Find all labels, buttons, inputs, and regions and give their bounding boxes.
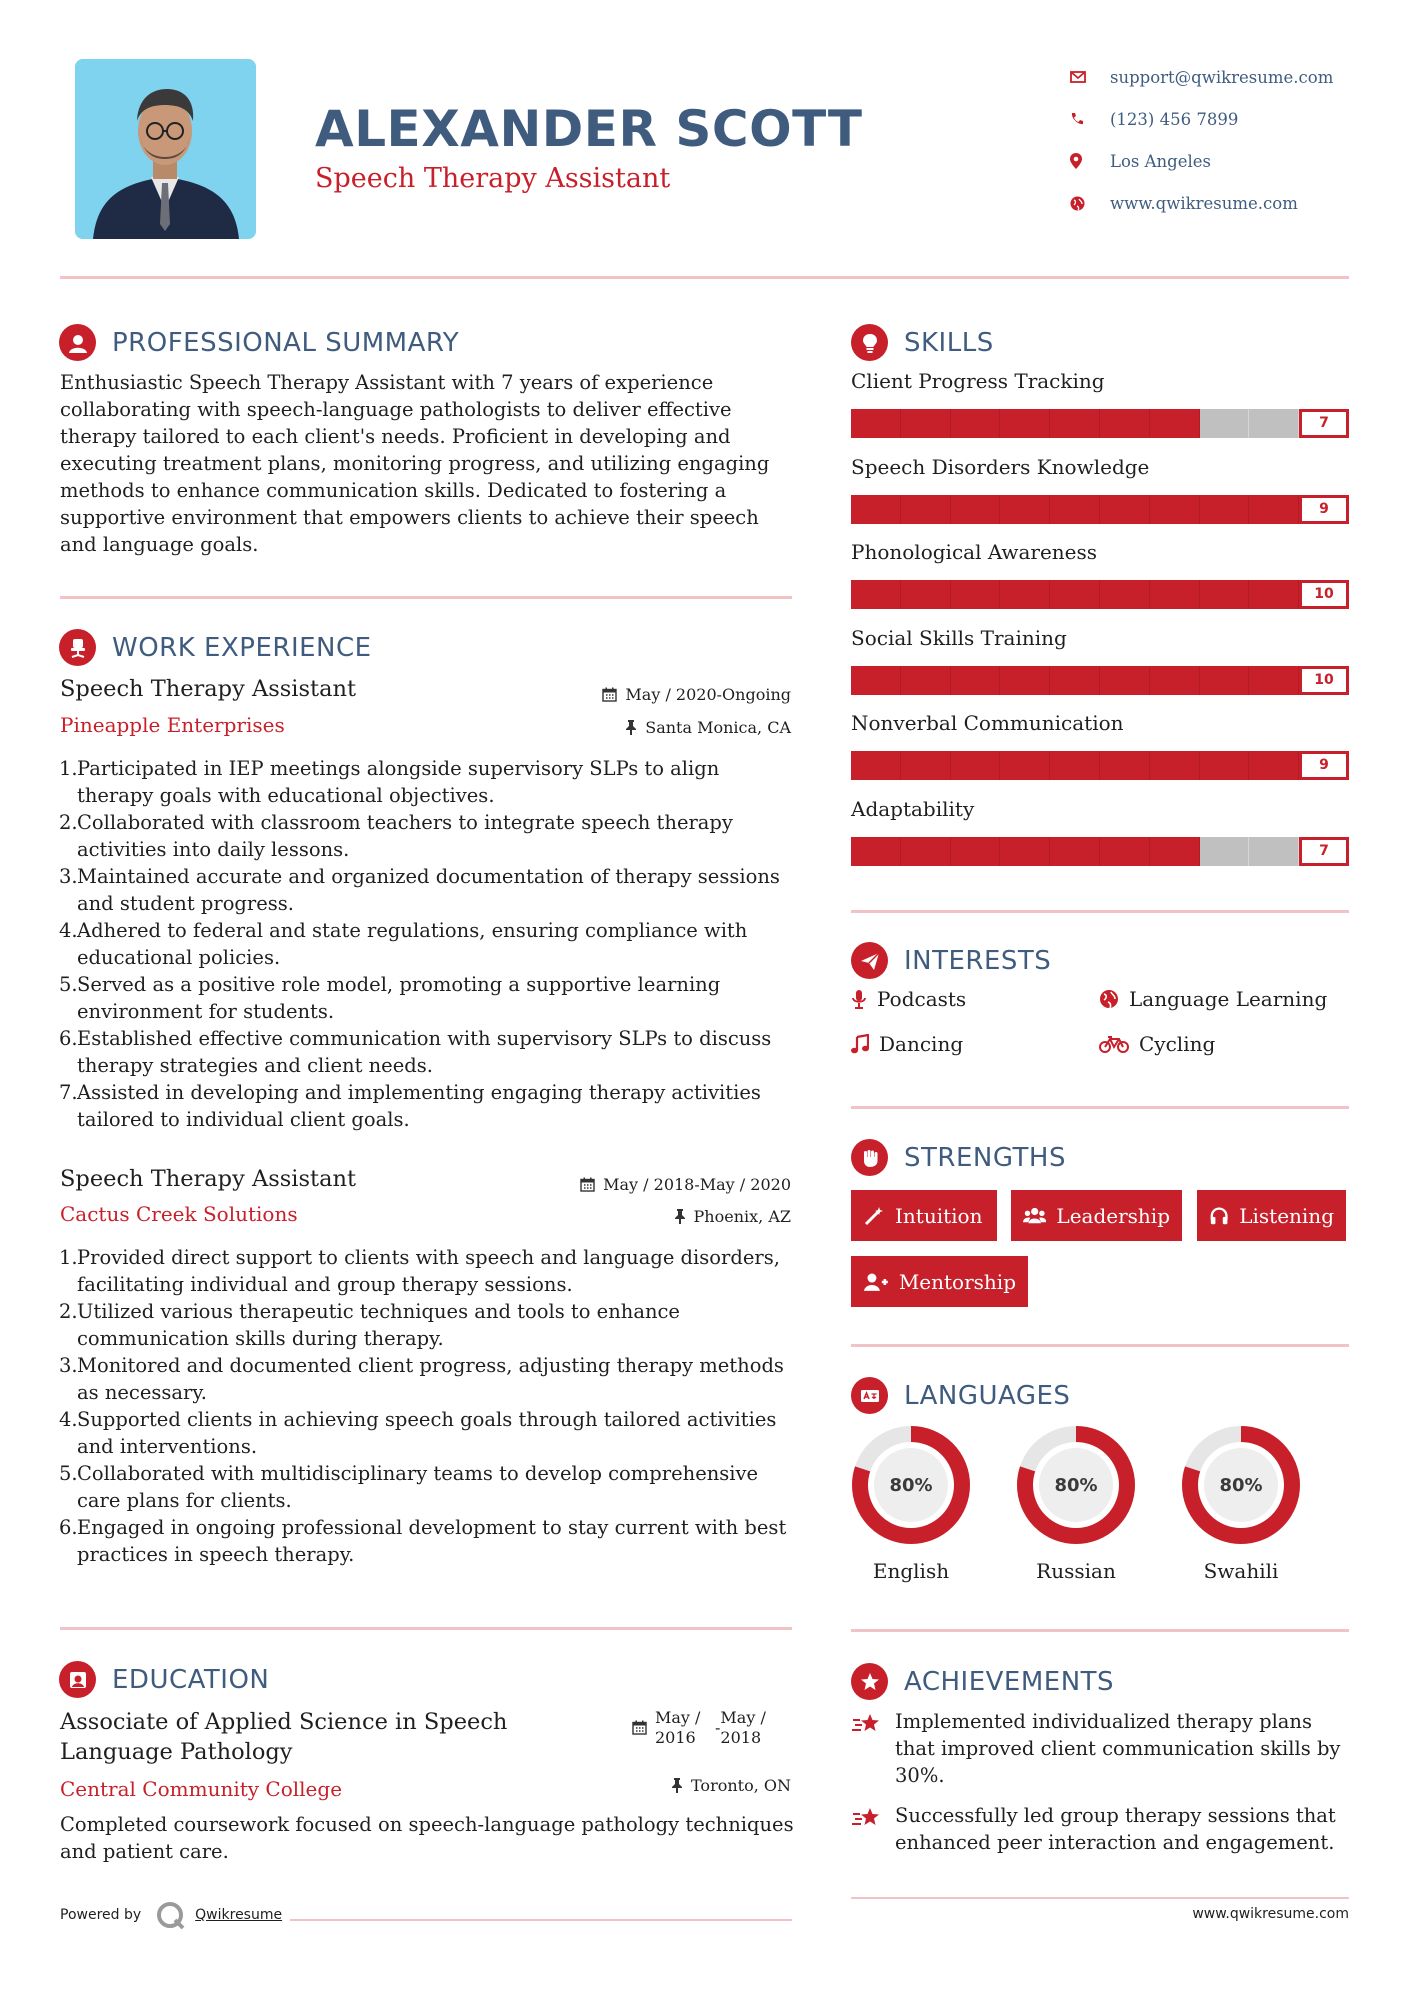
language-name: Russian	[1036, 1559, 1116, 1583]
skill-segment-filled	[851, 409, 901, 438]
skills-divider	[851, 910, 1349, 913]
contact-location-text: Los Angeles	[1110, 151, 1211, 171]
star-badge-icon	[851, 1663, 888, 1700]
skill-bar	[851, 837, 1349, 866]
skill-segment-filled	[1000, 666, 1050, 695]
strengths-heading	[851, 1139, 1066, 1176]
skill-segment-empty	[1249, 837, 1299, 866]
skill-label: Phonological Awareness	[851, 540, 1098, 564]
strength-tag-leadership	[1011, 1190, 1182, 1241]
interest-label: Cycling	[1139, 1032, 1216, 1056]
list-item: 5. Collaborated with multidisciplinary teams to develop comprehensive care plans for clients.	[59, 1462, 759, 1512]
skill-segment-filled	[851, 751, 901, 780]
interests-title: INTERESTS	[904, 945, 1052, 976]
job-1-date-text: May / 2020-Ongoing	[625, 685, 791, 704]
skill-item	[851, 455, 1349, 524]
skill-segment-filled	[1100, 409, 1150, 438]
education-heading	[59, 1661, 269, 1698]
skill-segment-filled	[851, 837, 901, 866]
job-2-location	[674, 1207, 791, 1226]
qwikresume-logo-icon	[155, 1900, 189, 1930]
achievement-item	[851, 1802, 1351, 1856]
skill-segment-filled	[1050, 837, 1100, 866]
skill-segment-filled	[851, 580, 901, 609]
language-icon	[851, 1377, 888, 1414]
work-title: WORK EXPERIENCE	[112, 632, 372, 663]
shooting-star-icon	[851, 1710, 883, 1738]
skill-segment-filled	[1000, 751, 1050, 780]
pushpin-icon	[674, 1209, 686, 1224]
calendar-icon	[632, 1720, 647, 1735]
skill-item	[851, 711, 1349, 780]
footer-website-link[interactable]: www.qwikresume.com	[1192, 1906, 1349, 1922]
skill-segment-filled	[1249, 495, 1299, 524]
pushpin-icon	[671, 1778, 683, 1793]
list-item: 7. Assisted in developing and implementing engaging therapy activities tailored to individual client goals.	[59, 1081, 761, 1131]
list-item: 6. Engaged in ongoing professional development to stay current with best practices in speech therapy.	[59, 1516, 787, 1566]
shooting-star-icon	[851, 1804, 883, 1832]
skill-segment-filled	[1200, 666, 1250, 695]
list-item: 1. Participated in IEP meetings alongside supervisory SLPs to align therapy goals with educational objectives.	[59, 757, 720, 807]
list-item: 5. Served as a positive role model, promoting a supportive learning environment for students.	[59, 973, 721, 1023]
interest-language-learning	[1099, 987, 1327, 1011]
envelope-icon	[1070, 71, 1110, 83]
user-plus-icon	[863, 1271, 889, 1293]
skill-segment-filled	[951, 751, 1001, 780]
education-date	[632, 1708, 774, 1748]
work-heading	[59, 629, 372, 666]
summary-title: PROFESSIONAL SUMMARY	[112, 327, 460, 358]
contact-email-text: support@qwikresume.com	[1110, 67, 1334, 87]
calendar-icon	[602, 687, 617, 702]
education-degree: Associate of Applied Science in Speech Language Pathology	[60, 1709, 508, 1765]
skill-item	[851, 369, 1349, 438]
skill-bar	[851, 580, 1349, 609]
skill-segment-empty	[1249, 409, 1299, 438]
interest-dancing	[851, 1032, 963, 1056]
office-chair-icon	[59, 629, 96, 666]
skill-segment-filled	[1050, 495, 1100, 524]
language-russian	[1014, 1423, 1138, 1583]
skill-segment-filled	[1150, 751, 1200, 780]
user-icon	[59, 324, 96, 361]
globe-icon	[1099, 989, 1119, 1009]
headphones-icon	[1209, 1205, 1229, 1227]
profile-photo	[75, 59, 256, 239]
contact-list	[1070, 56, 1333, 224]
skill-segment-filled	[1000, 580, 1050, 609]
skill-segment-empty	[1200, 837, 1250, 866]
skills-title: SKILLS	[904, 327, 994, 358]
skill-segment-filled	[1000, 837, 1050, 866]
list-item: 1. Provided direct support to clients with speech and language disorders, facilitating individual and group therapy sessions.	[59, 1246, 780, 1296]
skill-segment-filled	[1150, 666, 1200, 695]
summary-divider	[60, 596, 792, 599]
job-1-location	[625, 718, 791, 737]
language-ring	[1014, 1423, 1138, 1547]
job-2-company: Cactus Creek Solutions	[60, 1202, 298, 1226]
list-item: 2. Utilized various therapeutic techniques and tools to enhance communication skills during therapy.	[59, 1300, 680, 1350]
achievement-text: Successfully led group therapy sessions that enhanced peer interaction and engagement.	[895, 1804, 1336, 1854]
skill-segment-filled	[851, 495, 901, 524]
skill-label: Nonverbal Communication	[851, 711, 1124, 735]
strengths-divider	[851, 1344, 1349, 1347]
language-name: English	[872, 1559, 950, 1583]
interest-cycling	[1099, 1032, 1215, 1056]
globe-icon	[1070, 196, 1110, 211]
job-2-location-text: Phoenix, AZ	[693, 1207, 791, 1226]
calendar-icon	[580, 1177, 595, 1192]
language-name: Swahili	[1203, 1559, 1279, 1583]
strength-label: Mentorship	[898, 1269, 1016, 1294]
job-1-title: Speech Therapy Assistant	[60, 676, 357, 702]
summary-text: Enthusiastic Speech Therapy Assistant with 7 years of experience collaborating with speech-language pathologists to deliver effective therapy tailored to each client's needs. Proficient in developing and executing treatment plans, monitoring progress, and utilizing engaging methods to enhance communication skills. Dedicated to fostering a supportive environment that empowers clients to achieve their speech and language goals.	[60, 371, 770, 556]
skill-segment-empty	[1200, 409, 1250, 438]
strength-label: Listening	[1239, 1203, 1334, 1228]
skill-segment-filled	[1050, 409, 1100, 438]
job-2-bullets	[59, 1244, 799, 1568]
magic-wand-icon	[863, 1205, 885, 1227]
list-item: 6. Established effective communication with supervisory SLPs to discuss therapy strategies and client needs.	[59, 1027, 772, 1077]
skill-item	[851, 797, 1349, 866]
language-english	[849, 1423, 973, 1583]
work-divider	[60, 1627, 792, 1630]
skill-segment-filled	[1100, 751, 1150, 780]
pushpin-icon	[625, 720, 637, 735]
job-2-title: Speech Therapy Assistant	[60, 1166, 357, 1192]
list-item: 2. Collaborated with classroom teachers to integrate speech therapy activities into daily lessons.	[59, 811, 733, 861]
interest-podcasts	[851, 987, 966, 1011]
skill-level: 10	[1299, 580, 1349, 609]
achievement-text: Implemented individualized therapy plans that improved client communication skills by 30%.	[895, 1710, 1341, 1787]
microphone-icon	[851, 989, 867, 1009]
skill-segment-filled	[901, 580, 951, 609]
music-note-icon	[851, 1034, 869, 1054]
bicycle-icon	[1099, 1034, 1129, 1054]
contact-location	[1070, 140, 1333, 182]
lightbulb-icon	[851, 324, 888, 361]
users-icon	[1023, 1205, 1046, 1227]
skill-bar	[851, 751, 1349, 780]
strength-label: Leadership	[1056, 1203, 1170, 1228]
skill-level: 10	[1299, 666, 1349, 695]
skill-segment-filled	[1100, 837, 1150, 866]
achievements-title: ACHIEVEMENTS	[904, 1666, 1115, 1697]
contact-website[interactable]	[1070, 182, 1333, 224]
skill-segment-filled	[1249, 666, 1299, 695]
skill-segment-filled	[1200, 495, 1250, 524]
skill-segment-filled	[1200, 751, 1250, 780]
skill-segment-filled	[1050, 666, 1100, 695]
skill-segment-filled	[1249, 580, 1299, 609]
skill-segment-filled	[1100, 580, 1150, 609]
language-percent: 80%	[889, 1475, 933, 1496]
list-item: 4. Adhered to federal and state regulations, ensuring compliance with educational policies.	[59, 919, 748, 969]
skill-bar	[851, 409, 1349, 438]
languages-title: LANGUAGES	[904, 1380, 1071, 1411]
interest-label: Dancing	[879, 1032, 964, 1056]
skill-segment-filled	[901, 495, 951, 524]
skill-segment-filled	[1150, 409, 1200, 438]
header-divider	[60, 276, 1349, 279]
skill-segment-filled	[951, 580, 1001, 609]
education-text: Completed coursework focused on speech-language pathology techniques and patient care.	[60, 1813, 794, 1863]
job-1-company: Pineapple Enterprises	[60, 713, 285, 737]
skill-level: 9	[1299, 495, 1349, 524]
paper-plane-icon	[851, 942, 888, 979]
skill-level: 7	[1299, 409, 1349, 438]
skill-level: 7	[1299, 837, 1349, 866]
language-percent: 80%	[1054, 1475, 1098, 1496]
job-1-location-text: Santa Monica, CA	[645, 718, 791, 737]
raised-fist-icon	[851, 1139, 888, 1176]
education-location	[671, 1776, 791, 1795]
skill-segment-filled	[1100, 495, 1150, 524]
contact-website-text: www.qwikresume.com	[1110, 193, 1298, 213]
map-marker-icon	[1070, 153, 1110, 169]
interests-divider	[851, 1106, 1349, 1109]
language-ring	[1179, 1423, 1303, 1547]
skill-label: Adaptability	[851, 797, 975, 821]
skill-segment-filled	[901, 409, 951, 438]
strength-label: Intuition	[895, 1203, 983, 1228]
achievement-item	[851, 1708, 1351, 1789]
skill-segment-filled	[951, 837, 1001, 866]
skill-segment-filled	[1100, 666, 1150, 695]
skill-bar	[851, 495, 1349, 524]
job-2-date	[580, 1175, 791, 1194]
achievements-heading	[851, 1663, 1114, 1700]
powered-by-brand-link[interactable]: Qwikresume	[195, 1907, 283, 1923]
candidate-role: Speech Therapy Assistant	[315, 163, 671, 194]
skill-segment-filled	[1000, 495, 1050, 524]
candidate-name: ALEXANDER SCOTT	[315, 100, 863, 158]
skill-segment-filled	[851, 666, 901, 695]
graduate-icon	[59, 1661, 96, 1698]
contact-email[interactable]	[1070, 56, 1333, 98]
education-school: Central Community College	[60, 1777, 343, 1801]
profile-photo-image	[75, 59, 256, 239]
job-1-date	[602, 685, 791, 704]
list-item: 3. Monitored and documented client progress, adjusting therapy methods as necessary.	[59, 1354, 784, 1404]
skill-segment-filled	[1150, 580, 1200, 609]
achievements-divider	[851, 1897, 1349, 1899]
languages-divider	[851, 1629, 1349, 1632]
skill-label: Client Progress Tracking	[851, 369, 1105, 393]
powered-by	[60, 1900, 282, 1930]
strength-tag-intuition	[851, 1190, 997, 1241]
interest-label: Podcasts	[877, 987, 967, 1011]
skill-segment-filled	[1200, 580, 1250, 609]
education-date-end: May / 2018	[720, 1708, 766, 1747]
strengths-title: STRENGTHS	[904, 1142, 1066, 1173]
strength-tag-listening	[1197, 1190, 1346, 1241]
skill-segment-filled	[951, 666, 1001, 695]
summary-heading	[59, 324, 459, 361]
skill-level: 9	[1299, 751, 1349, 780]
strength-tag-mentorship	[851, 1256, 1028, 1307]
job-2-date-text: May / 2018-May / 2020	[603, 1175, 791, 1194]
footer-left-divider	[290, 1919, 792, 1921]
language-swahili	[1179, 1423, 1303, 1583]
skill-segment-filled	[901, 666, 951, 695]
contact-phone[interactable]	[1070, 98, 1333, 140]
skill-segment-filled	[951, 409, 1001, 438]
skill-segment-filled	[1050, 751, 1100, 780]
skill-segment-filled	[1050, 580, 1100, 609]
contact-phone-text: (123) 456 7899	[1110, 109, 1239, 129]
education-location-text: Toronto, ON	[691, 1776, 791, 1795]
education-date-separator: -	[715, 1718, 721, 1737]
skill-segment-filled	[1150, 837, 1200, 866]
list-item: 3. Maintained accurate and organized documentation of therapy sessions and student progress.	[59, 865, 780, 915]
skill-label: Social Skills Training	[851, 626, 1067, 650]
skill-segment-filled	[901, 751, 951, 780]
education-date-start: May / 2016	[655, 1708, 701, 1747]
language-percent: 80%	[1219, 1475, 1263, 1496]
skill-segment-filled	[901, 837, 951, 866]
powered-by-label: Powered by	[60, 1907, 142, 1923]
skill-label: Speech Disorders Knowledge	[851, 455, 1150, 479]
skills-heading	[851, 324, 994, 361]
skill-bar	[851, 666, 1349, 695]
languages-heading	[851, 1377, 1070, 1414]
education-title: EDUCATION	[112, 1664, 270, 1695]
skill-item	[851, 626, 1349, 695]
interest-label: Language Learning	[1129, 987, 1328, 1011]
job-1-bullets	[59, 755, 799, 1133]
skill-segment-filled	[1000, 409, 1050, 438]
phone-icon	[1070, 112, 1110, 126]
skill-segment-filled	[1249, 751, 1299, 780]
language-ring	[849, 1423, 973, 1547]
skill-segment-filled	[1150, 495, 1200, 524]
list-item: 4. Supported clients in achieving speech goals through tailored activities and interventions.	[59, 1408, 777, 1458]
skill-item	[851, 540, 1349, 609]
skill-segment-filled	[951, 495, 1001, 524]
interests-heading	[851, 942, 1051, 979]
